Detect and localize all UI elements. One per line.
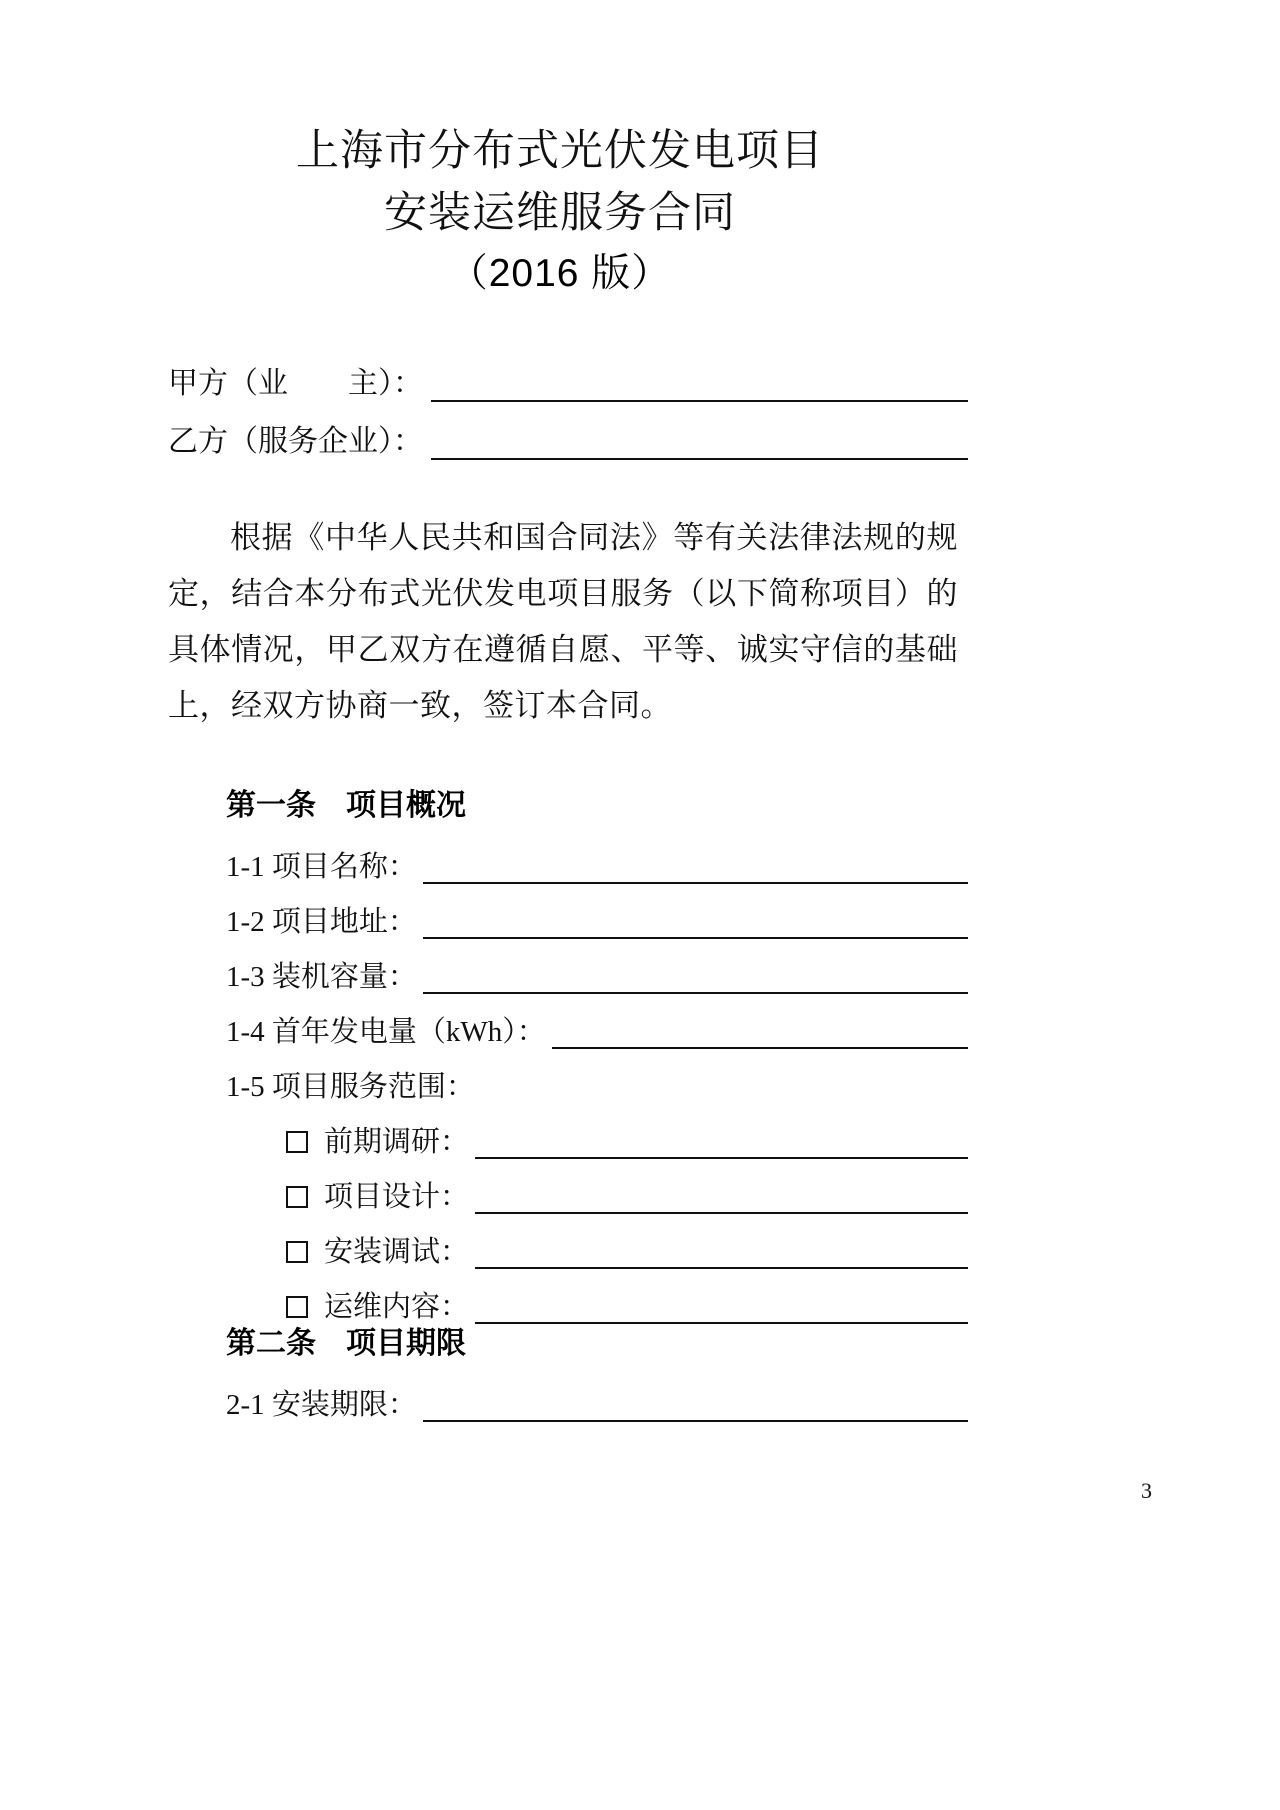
party-fields xyxy=(168,355,968,471)
article-2-heading: 第二条 项目期限 xyxy=(226,1327,466,1360)
checkbox-survey[interactable] xyxy=(286,1131,308,1153)
preamble-paragraph: 根据《中华人民共和国合同法》等有关法律法规的规定，结合本分布式光伏发电项目服务（以下简称项目）的具体情况，甲乙双方在遵循自愿、平等、诚实守信的基础上，经双方协商一致，签订本合同。 xyxy=(168,520,958,723)
party-label-jiafang: 甲方（业 主）： xyxy=(168,367,423,400)
checkbox-row-maintenance xyxy=(226,1276,968,1324)
document-title-block xyxy=(0,120,1120,304)
checkbox-input-survey[interactable] xyxy=(475,1131,968,1159)
document-version-label: （2016 版） xyxy=(448,252,672,295)
party-input-yifang[interactable] xyxy=(431,428,968,460)
party-input-jiafang[interactable] xyxy=(431,370,968,402)
checkbox-label-design: 项目设计： xyxy=(324,1181,470,1213)
field-input-1-2[interactable] xyxy=(423,911,968,939)
checkbox-label-survey: 前期调研： xyxy=(324,1126,470,1158)
field-label-1-2: 1-2 项目地址： xyxy=(226,906,417,938)
field-spacer-1-5 xyxy=(481,1078,968,1104)
party-label-yifang: 乙方（服务企业）： xyxy=(168,425,423,458)
checkbox-row-design xyxy=(226,1166,968,1214)
checkbox-design[interactable] xyxy=(286,1186,308,1208)
checkbox-label-maintenance: 运维内容： xyxy=(324,1291,470,1323)
field-row-1-5 xyxy=(226,1056,968,1104)
field-label-1-5: 1-5 项目服务范围： xyxy=(226,1071,475,1103)
field-label-1-3: 1-3 装机容量： xyxy=(226,961,417,993)
checkbox-row-survey xyxy=(226,1111,968,1159)
document-title-line-2: 安装运维服务合同 xyxy=(384,189,736,237)
document-title-line-1: 上海市分布式光伏发电项目 xyxy=(296,127,824,175)
field-row-1-1 xyxy=(226,836,968,884)
article-section-1 xyxy=(226,780,968,1331)
field-label-1-1: 1-1 项目名称： xyxy=(226,851,417,883)
party-row-yifang xyxy=(168,413,968,460)
field-input-2-1[interactable] xyxy=(423,1394,968,1422)
checkbox-maintenance[interactable] xyxy=(286,1296,308,1318)
field-row-1-2 xyxy=(226,891,968,939)
field-input-1-1[interactable] xyxy=(423,856,968,884)
field-input-1-3[interactable] xyxy=(423,966,968,994)
field-row-1-3 xyxy=(226,946,968,994)
checkbox-input-design[interactable] xyxy=(475,1186,968,1214)
field-label-1-4: 1-4 首年发电量（kWh）： xyxy=(226,1016,546,1048)
checkbox-row-installation xyxy=(226,1221,968,1269)
article-section-2 xyxy=(226,1318,968,1429)
checkbox-installation[interactable] xyxy=(286,1241,308,1263)
article-1-heading: 第一条 项目概况 xyxy=(226,789,466,822)
field-row-2-1 xyxy=(226,1374,968,1422)
field-input-1-4[interactable] xyxy=(552,1021,968,1049)
checkbox-label-installation: 安装调试： xyxy=(324,1236,470,1268)
page-number: 3 xyxy=(1141,1478,1152,1503)
field-row-1-4 xyxy=(226,1001,968,1049)
field-label-2-1: 2-1 安装期限： xyxy=(226,1389,417,1421)
party-row-jiafang xyxy=(168,355,968,402)
checkbox-input-installation[interactable] xyxy=(475,1241,968,1269)
